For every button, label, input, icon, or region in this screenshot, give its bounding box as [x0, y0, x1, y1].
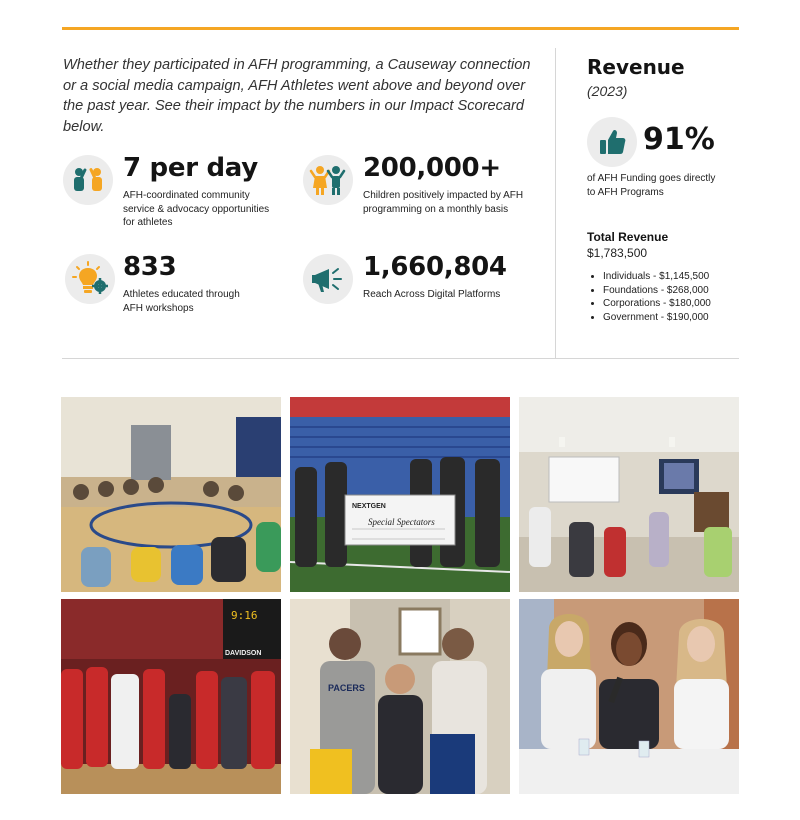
stat-children-impacted	[303, 155, 543, 235]
revenue-breakdown-item: • Foundations - $268,000	[603, 284, 711, 298]
intro-paragraph: Whether they participated in AFH programming, a Causeway connection or a social media campaign, AFH Athletes went above and beyond over the past year. See their impact by the numbers in our Impact Scorecard below.	[63, 57, 531, 135]
megaphone-icon	[303, 254, 353, 304]
stat-description: AFH-coordinated community service & advocacy opportunities for athletes	[123, 190, 270, 228]
total-revenue-label: Total Revenue	[587, 230, 669, 244]
photo-check-presentation	[290, 397, 510, 592]
scoreboard-time: 9:16	[231, 609, 258, 622]
stat-description: Reach Across Digital Platforms	[363, 289, 501, 300]
revenue-breakdown-item: • Corporations - $180,000	[603, 297, 711, 311]
photo-cheerleaders	[61, 599, 281, 794]
vertical-divider	[555, 48, 556, 358]
stat-description: Athletes educated through AFH workshops	[123, 289, 240, 314]
stat-number: 833	[123, 252, 177, 282]
stat-athletes-educated	[65, 254, 285, 324]
stat-number: 7 per day	[123, 153, 258, 183]
photo-pacers-jerseys	[290, 599, 510, 794]
jersey-text: PACERS	[328, 683, 365, 693]
stat-number: 200,000+	[363, 153, 501, 183]
top-accent-rule	[62, 27, 739, 30]
high-five-icon	[63, 155, 113, 205]
lightbulb-gear-icon	[65, 254, 115, 304]
children-icon	[303, 155, 353, 205]
stat-number: 1,660,804	[363, 252, 507, 282]
funding-percent-description: of AFH Funding goes directly to AFH Programs	[587, 173, 716, 198]
revenue-breakdown-item: • Government - $190,000	[603, 311, 711, 325]
check-sponsor-text: NEXTGEN	[352, 503, 386, 510]
revenue-breakdown-item: • Individuals - $1,145,500	[603, 270, 711, 284]
stat-description: Children positively impacted by AFH programming on a monthly basis	[363, 190, 524, 215]
photo-gym-circle	[61, 397, 281, 592]
photo-classroom	[519, 397, 739, 592]
revenue-title: Revenue	[587, 55, 685, 79]
horizontal-divider	[62, 358, 739, 359]
photo-panel-discussion	[519, 599, 739, 794]
scoreboard-name: DAVIDSON	[225, 650, 262, 657]
revenue-breakdown-list	[603, 270, 711, 324]
check-payee-text: Special Spectators	[368, 517, 435, 527]
funding-percent: 91%	[643, 122, 715, 157]
stat-community-service	[63, 155, 283, 235]
total-revenue-value: $1,783,500	[587, 246, 648, 260]
revenue-year: (2023)	[587, 83, 628, 99]
thumbs-up-icon	[587, 117, 637, 167]
stat-digital-reach	[303, 254, 543, 314]
